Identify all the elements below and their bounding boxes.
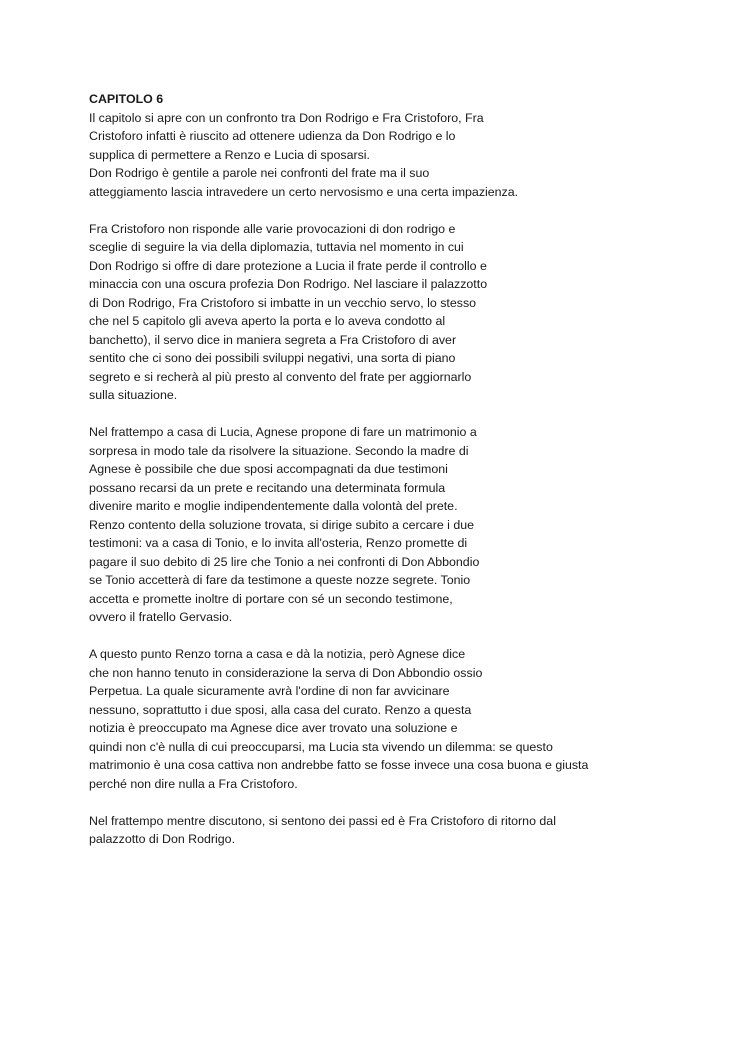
chapter-title: CAPITOLO 6 bbox=[89, 92, 164, 106]
text-line: perché non dire nulla a Fra Cristoforo. bbox=[89, 776, 298, 791]
text-line: quindi non c'è nulla di cui preoccuparsi, ma Lucia sta vivendo un dilemma: se questo bbox=[89, 739, 553, 754]
text-line: pagare il suo debito di 25 lire che Tonio a nei confronti di Don Abbondio bbox=[89, 554, 480, 569]
text-line: sulla situazione. bbox=[89, 388, 178, 402]
text-line: supplica di permettere a Renzo e Lucia di sposarsi. bbox=[89, 147, 371, 162]
text-line: Agnese è possibile che due sposi accompagnati da due testimoni bbox=[89, 462, 448, 476]
paragraph-2 bbox=[89, 220, 689, 405]
paragraph-3 bbox=[89, 423, 689, 627]
text-line: banchetto), il servo dice in maniera segreta a Fra Cristoforo di aver bbox=[89, 332, 457, 347]
text-line: divenire marito e moglie indipendentemente dalla volontà del prete. bbox=[89, 499, 458, 513]
text-line: Nel frattempo a casa di Lucia, Agnese propone di fare un matrimonio a bbox=[89, 425, 477, 439]
text-line: se Tonio accetterà di fare da testimone a queste nozze segrete. Tonio bbox=[89, 573, 471, 587]
text-line: di Don Rodrigo, Fra Cristoforo si imbatte in un vecchio servo, lo stesso bbox=[89, 295, 477, 310]
text-line: testimoni: va a casa di Tonio, e lo invita all'osteria, Renzo promette di bbox=[89, 536, 468, 550]
paragraph-list bbox=[89, 109, 689, 849]
text-line: palazzotto di Don Rodrigo. bbox=[89, 832, 236, 846]
text-line: ovvero il fratello Gervasio. bbox=[89, 610, 233, 624]
text-line: Perpetua. La quale sicuramente avrà l'ordine di non far avvicinare bbox=[89, 684, 450, 698]
paragraph-5 bbox=[89, 812, 689, 849]
text-line: nessuno, soprattutto i due sposi, alla casa del curato. Renzo a questa bbox=[89, 702, 472, 717]
text-line: Renzo contento della soluzione trovata, si dirige subito a cercare i due bbox=[89, 517, 475, 532]
text-line: sceglie di seguire la via della diplomazia, tuttavia nel momento in cui bbox=[89, 240, 464, 254]
text-line: minaccia con una oscura profezia Don Rodrigo. Nel lasciare il palazzotto bbox=[89, 277, 488, 291]
text-line: possano recarsi da un prete e recitando una determinata formula bbox=[89, 480, 446, 495]
text-line: che non hanno tenuto in considerazione la serva di Don Abbondio ossio bbox=[89, 665, 483, 680]
paragraph-1 bbox=[89, 109, 689, 202]
text-line: Nel frattempo mentre discutono, si sentono dei passi ed è Fra Cristoforo di ritorno dal bbox=[89, 813, 556, 828]
paragraph-4 bbox=[89, 645, 689, 793]
text-line: atteggiamento lascia intravedere un certo nervosismo e una certa impazienza. bbox=[89, 184, 519, 199]
text-line: Il capitolo si apre con un confronto tra Don Rodrigo e Fra Cristoforo, Fra bbox=[89, 110, 484, 125]
text-line: segreto e si recherà al più presto al convento del frate per aggiornarlo bbox=[89, 369, 472, 384]
text-line: notizia è preoccupato ma Agnese dice aver trovato una soluzione e bbox=[89, 721, 458, 735]
text-line: Don Rodrigo è gentile a parole nei confronti del frate ma il suo bbox=[89, 166, 430, 180]
text-line: Don Rodrigo si offre di dare protezione a Lucia il frate perde il controllo e bbox=[89, 258, 487, 273]
text-line: A questo punto Renzo torna a casa e dà la notizia, però Agnese dice bbox=[89, 647, 466, 661]
text-line: sorpresa in modo tale da risolvere la situazione. Secondo la madre di bbox=[89, 443, 469, 458]
document-body bbox=[89, 90, 689, 867]
text-line: Fra Cristoforo non risponde alle varie provocazioni di don rodrigo e bbox=[89, 221, 456, 236]
text-line: accetta e promette inoltre di portare con sé un secondo testimone, bbox=[89, 591, 453, 606]
text-line: che nel 5 capitolo gli aveva aperto la porta e lo aveva condotto al bbox=[89, 314, 446, 328]
text-line: matrimonio è una cosa cattiva non andrebbe fatto se fosse invece una cosa buona e giusta bbox=[89, 758, 589, 772]
text-line: sentito che ci sono dei possibili sviluppi negativi, una sorta di piano bbox=[89, 351, 456, 365]
text-line: Cristoforo infatti è riuscito ad ottenere udienza da Don Rodrigo e lo bbox=[89, 129, 456, 143]
